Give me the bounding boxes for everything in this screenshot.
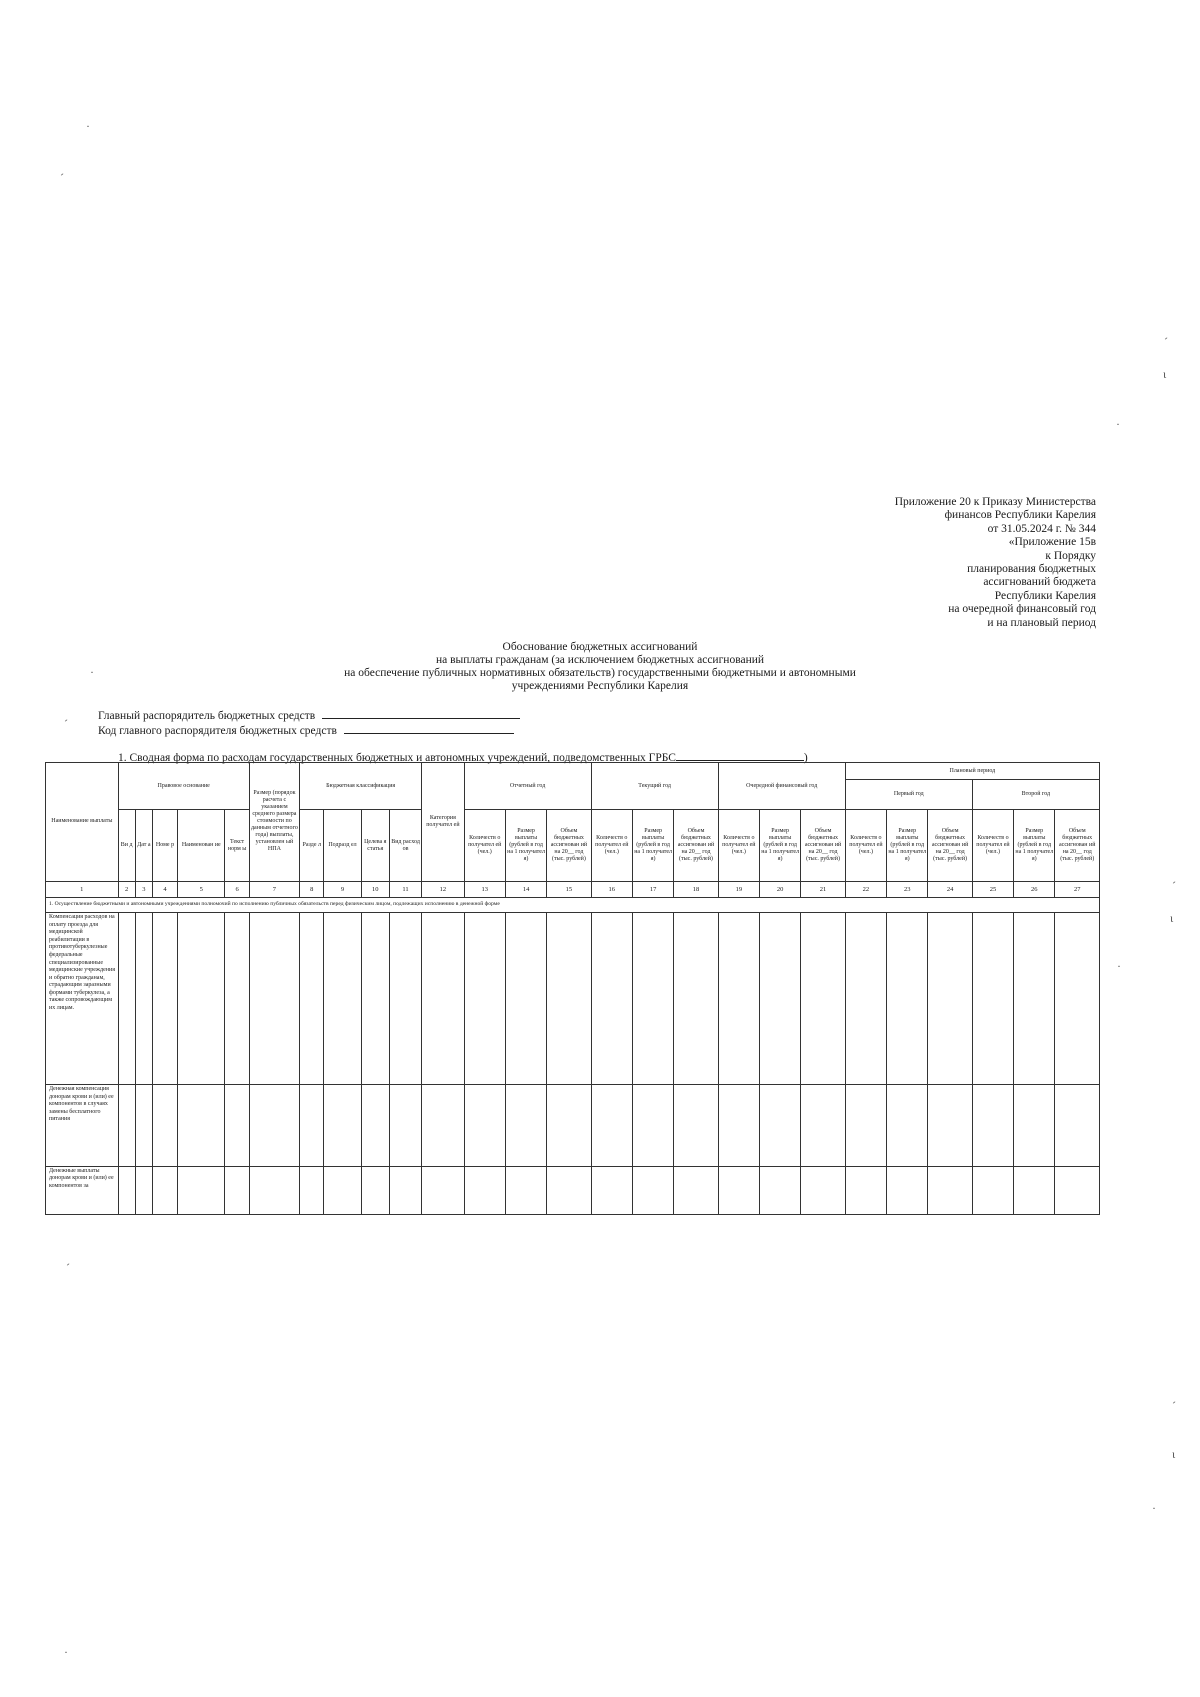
- table-cell[interactable]: [591, 912, 632, 1084]
- table-cell[interactable]: [718, 912, 759, 1084]
- header-volume: Объем бюджетных ассигнован ий на 20__ год (тыс. рублей): [801, 810, 845, 881]
- table-cell[interactable]: [422, 1166, 464, 1214]
- table-cell[interactable]: [632, 1166, 673, 1214]
- header-qty: Количеств о получател ей (чел.): [591, 810, 632, 881]
- table-cell[interactable]: [361, 1166, 389, 1214]
- scan-speck: ·: [86, 119, 90, 133]
- table-cell[interactable]: [300, 1085, 324, 1167]
- header-volume: Объем бюджетных ассигнован ий на 20__ год (тыс. рублей): [928, 810, 972, 881]
- table-cell[interactable]: [591, 1166, 632, 1214]
- scan-speck: ι: [1172, 1447, 1176, 1461]
- column-number: 9: [324, 881, 361, 897]
- table-cell[interactable]: [845, 1166, 886, 1214]
- header-qty: Количеств о получател ей (чел.): [464, 810, 505, 881]
- table-cell[interactable]: [324, 1166, 361, 1214]
- appendix-line: ассигнований бюджета: [983, 576, 1096, 589]
- table-cell[interactable]: [591, 1085, 632, 1167]
- table-cell[interactable]: [760, 912, 801, 1084]
- header-second-year: Второй год: [972, 780, 1099, 810]
- column-number: 20: [760, 881, 801, 897]
- table-cell[interactable]: [1014, 912, 1055, 1084]
- table-cell[interactable]: [674, 912, 718, 1084]
- appendix-line: и на плановый период: [987, 616, 1096, 629]
- table-cell[interactable]: [632, 1085, 673, 1167]
- table-cell[interactable]: [887, 912, 928, 1084]
- column-number: 16: [591, 881, 632, 897]
- column-number: 19: [718, 881, 759, 897]
- column-number: 1: [46, 881, 119, 897]
- table-cell[interactable]: [887, 1166, 928, 1214]
- summary-table: [45, 762, 1100, 1215]
- table-cell[interactable]: [300, 912, 324, 1084]
- scan-speck: ˊ: [1164, 335, 1168, 349]
- table-cell[interactable]: [972, 1166, 1013, 1214]
- table-cell[interactable]: [674, 1085, 718, 1167]
- header-vid-rashodov: Вид расход ов: [389, 810, 421, 881]
- header-volume: Объем бюджетных ассигнован ий на 20__ год (тыс. рублей): [674, 810, 718, 881]
- header-next-year: Очередной финансовый год: [718, 763, 845, 810]
- table-cell[interactable]: [361, 912, 389, 1084]
- header-payment-size: Размер выплаты (рублей в год на 1 получател я): [505, 810, 546, 881]
- section-1-close: ): [803, 752, 808, 764]
- table-cell[interactable]: [928, 1166, 972, 1214]
- table-cell[interactable]: [505, 1166, 546, 1214]
- table-cell[interactable]: [505, 1085, 546, 1167]
- section-row-text: 1. Осуществление бюджетными и автономными учреждениями полномочий по исполнению публичных обязательств перед физическим лицом, подлежащих исполнению в денежной форме: [46, 897, 1100, 912]
- appendix-block: [736, 496, 1096, 630]
- table-cell[interactable]: [1055, 1085, 1100, 1167]
- title-line: на обеспечение публичных нормативных обязательств) государственными бюджетными и автономными: [344, 667, 856, 679]
- document-title: [0, 641, 1200, 693]
- appendix-line: Приложение 20 к Приказу Министерства: [894, 496, 1096, 508]
- row-name: Денежные выплаты донорам крови и (или) ее компонентов за: [46, 1166, 119, 1214]
- table-cell[interactable]: [845, 1085, 886, 1167]
- appendix-line: Республики Карелия: [994, 589, 1096, 602]
- title-line: на выплаты гражданам (за исключением бюджетных ассигнований: [435, 654, 765, 666]
- section-1-text: 1. Сводная форма по расходам государственных бюджетных и автономных учреждений, подведомственных ГРБС: [118, 752, 676, 764]
- table-row: [46, 912, 1100, 1084]
- header-qty: Количеств о получател ей (чел.): [845, 810, 886, 881]
- header-category: Категория получател ей: [422, 763, 464, 882]
- column-number: 14: [505, 881, 546, 897]
- table-cell[interactable]: [801, 912, 845, 1084]
- header-razdel: Разде л: [300, 810, 324, 881]
- column-number: 18: [674, 881, 718, 897]
- header-vid: Ви д: [118, 810, 135, 881]
- column-number: 27: [1055, 881, 1100, 897]
- header-size: Размер (порядок расчета с указанием среднего размера стоимости по данным отчетного года) выплаты, установлен ый НПА: [249, 763, 299, 882]
- table-cell[interactable]: [972, 1085, 1013, 1167]
- header-legal-basis: Правовое основание: [118, 763, 249, 810]
- section-row: [46, 897, 1100, 912]
- header-nomer: Номе р: [152, 810, 177, 881]
- column-number: 17: [632, 881, 673, 897]
- header-row-1: [46, 763, 1100, 780]
- table-cell[interactable]: [135, 1085, 152, 1167]
- scan-speck: ·: [64, 1645, 68, 1659]
- table-cell[interactable]: [718, 1085, 759, 1167]
- header-data: Дат а: [135, 810, 152, 881]
- table-cell[interactable]: [1014, 1085, 1055, 1167]
- table-cell[interactable]: [972, 912, 1013, 1084]
- table-cell[interactable]: [249, 1085, 299, 1167]
- scan-speck: ·: [1152, 1501, 1156, 1515]
- table-cell[interactable]: [547, 1085, 591, 1167]
- table-cell[interactable]: [178, 912, 225, 1084]
- header-tekst: Текст норм ы: [225, 810, 249, 881]
- table-cell[interactable]: [361, 1085, 389, 1167]
- table-cell[interactable]: [547, 1166, 591, 1214]
- table-cell[interactable]: [118, 912, 135, 1084]
- main-manager-input-line[interactable]: [322, 708, 520, 719]
- table-cell[interactable]: [464, 1085, 505, 1167]
- header-naimenovanie: Наименован ие: [178, 810, 225, 881]
- column-number: 5: [178, 881, 225, 897]
- header-volume: Объем бюджетных ассигнован ий на 20__ год (тыс. рублей): [1055, 810, 1100, 881]
- scan-speck: ˊ: [64, 717, 68, 731]
- scan-speck: ·: [90, 665, 94, 679]
- header-qty: Количеств о получател ей (чел.): [718, 810, 759, 881]
- header-plan-period: Плановый период: [845, 763, 1099, 780]
- column-number: 3: [135, 881, 152, 897]
- table-cell[interactable]: [1055, 912, 1100, 1084]
- header-fields: [98, 708, 520, 738]
- table-cell[interactable]: [887, 1085, 928, 1167]
- column-number-row: [46, 881, 1100, 897]
- header-first-year: Первый год: [845, 780, 972, 810]
- table-cell[interactable]: [178, 1085, 225, 1167]
- header-podrazdel: Подразд ел: [324, 810, 361, 881]
- column-number: 12: [422, 881, 464, 897]
- title-line: Обоснование бюджетных ассигнований: [502, 641, 698, 653]
- column-number: 21: [801, 881, 845, 897]
- title-line: учреждениями Республики Карелия: [511, 680, 689, 692]
- table-row: [46, 1166, 1100, 1214]
- table-cell[interactable]: [718, 1166, 759, 1214]
- table-cell[interactable]: [928, 1085, 972, 1167]
- column-number: 6: [225, 881, 249, 897]
- header-volume: Объем бюджетных ассигнован ий на 20__ год (тыс. рублей): [547, 810, 591, 881]
- table-cell[interactable]: [225, 1085, 249, 1167]
- table-cell[interactable]: [324, 1085, 361, 1167]
- row-name: Компенсация расходов на оплату проезда для медицинской реабилитации в противотуберкулезные федеральные специализированные медицинские учреждения и обратно гражданам, страдающим заразными формами туберкулеза, а также сопровождающим их лицам.: [46, 912, 119, 1084]
- column-number: 11: [389, 881, 421, 897]
- table-cell[interactable]: [389, 1166, 421, 1214]
- appendix-line: на очередной финансовый год: [948, 603, 1096, 616]
- table-cell[interactable]: [422, 912, 464, 1084]
- table-cell[interactable]: [300, 1166, 324, 1214]
- appendix-line: от 31.05.2024 г. № 344: [987, 522, 1096, 535]
- table-cell[interactable]: [152, 1085, 177, 1167]
- column-number: 2: [118, 881, 135, 897]
- table-cell[interactable]: [135, 912, 152, 1084]
- table-cell[interactable]: [118, 1166, 135, 1214]
- table-cell[interactable]: [801, 1166, 845, 1214]
- appendix-line: планирования бюджетных: [967, 563, 1096, 576]
- header-celevaya: Целева я статья: [361, 810, 389, 881]
- column-number: 26: [1014, 881, 1055, 897]
- table-cell[interactable]: [324, 912, 361, 1084]
- scan-speck: ˊ: [60, 171, 64, 185]
- scan-speck: ι: [1163, 367, 1167, 381]
- header-payment-size: Размер выплаты (рублей в год на 1 получател я): [632, 810, 673, 881]
- table-cell[interactable]: [547, 912, 591, 1084]
- main-manager-field: [98, 708, 520, 723]
- scan-speck: ˊ: [1172, 879, 1176, 893]
- table-cell[interactable]: [1014, 1166, 1055, 1214]
- table-cell[interactable]: [1055, 1166, 1100, 1214]
- table-cell[interactable]: [152, 1166, 177, 1214]
- column-number: 7: [249, 881, 299, 897]
- table-cell[interactable]: [464, 1166, 505, 1214]
- scan-speck: ·: [1116, 417, 1120, 431]
- main-manager-code-field: [98, 723, 520, 738]
- column-number: 22: [845, 881, 886, 897]
- table-cell[interactable]: [249, 1166, 299, 1214]
- header-report-year: Отчетный год: [464, 763, 591, 810]
- appendix-line: финансов Республики Карелия: [944, 509, 1096, 522]
- column-number: 25: [972, 881, 1013, 897]
- scan-speck: ˊ: [1172, 1399, 1176, 1413]
- scan-speck: ·: [1117, 959, 1121, 973]
- table-cell[interactable]: [422, 1085, 464, 1167]
- table-cell[interactable]: [225, 912, 249, 1084]
- table-row: [46, 1085, 1100, 1167]
- header-payment-size: Размер выплаты (рублей в год на 1 получател я): [760, 810, 801, 881]
- table-cell[interactable]: [464, 912, 505, 1084]
- table-cell[interactable]: [760, 1085, 801, 1167]
- table-cell[interactable]: [674, 1166, 718, 1214]
- table-cell[interactable]: [632, 912, 673, 1084]
- main-manager-code-input-line[interactable]: [344, 723, 514, 734]
- table-cell[interactable]: [801, 1085, 845, 1167]
- table-cell[interactable]: [152, 912, 177, 1084]
- main-manager-label: Главный распорядитель бюджетных средств: [98, 710, 316, 722]
- header-budget-class: Бюджетная классификация: [300, 763, 422, 810]
- table-cell[interactable]: [389, 1085, 421, 1167]
- table-cell[interactable]: [389, 912, 421, 1084]
- header-name: Наименование выплаты: [46, 763, 119, 882]
- row-name: Денежная компенсация донорам крови и (или) ее компонентов в случаях замены бесплатного питания: [46, 1085, 119, 1167]
- scan-speck: ˊ: [66, 1261, 70, 1275]
- header-payment-size: Размер выплаты (рублей в год на 1 получател я): [887, 810, 928, 881]
- column-number: 13: [464, 881, 505, 897]
- column-number: 24: [928, 881, 972, 897]
- table-cell[interactable]: [505, 912, 546, 1084]
- table-cell[interactable]: [118, 1085, 135, 1167]
- grbs-input-line[interactable]: [676, 750, 804, 761]
- header-current-year: Текущий год: [591, 763, 718, 810]
- table-cell[interactable]: [928, 912, 972, 1084]
- table-cell[interactable]: [760, 1166, 801, 1214]
- appendix-line: к Порядку: [1045, 549, 1096, 562]
- table-cell[interactable]: [249, 912, 299, 1084]
- header-row-3: [46, 810, 1100, 881]
- column-number: 8: [300, 881, 324, 897]
- main-manager-code-label: Код главного распорядителя бюджетных средств: [98, 725, 337, 737]
- appendix-line: «Приложение 15в: [1008, 536, 1096, 549]
- column-number: 15: [547, 881, 591, 897]
- scan-speck: ι: [1170, 911, 1174, 925]
- header-qty: Количеств о получател ей (чел.): [972, 810, 1013, 881]
- column-number: 4: [152, 881, 177, 897]
- header-payment-size: Размер выплаты (рублей в год на 1 получател я): [1014, 810, 1055, 881]
- table-cell[interactable]: [135, 1166, 152, 1214]
- column-number: 10: [361, 881, 389, 897]
- column-number: 23: [887, 881, 928, 897]
- table-cell[interactable]: [225, 1166, 249, 1214]
- table-cell[interactable]: [845, 912, 886, 1084]
- table-cell[interactable]: [178, 1166, 225, 1214]
